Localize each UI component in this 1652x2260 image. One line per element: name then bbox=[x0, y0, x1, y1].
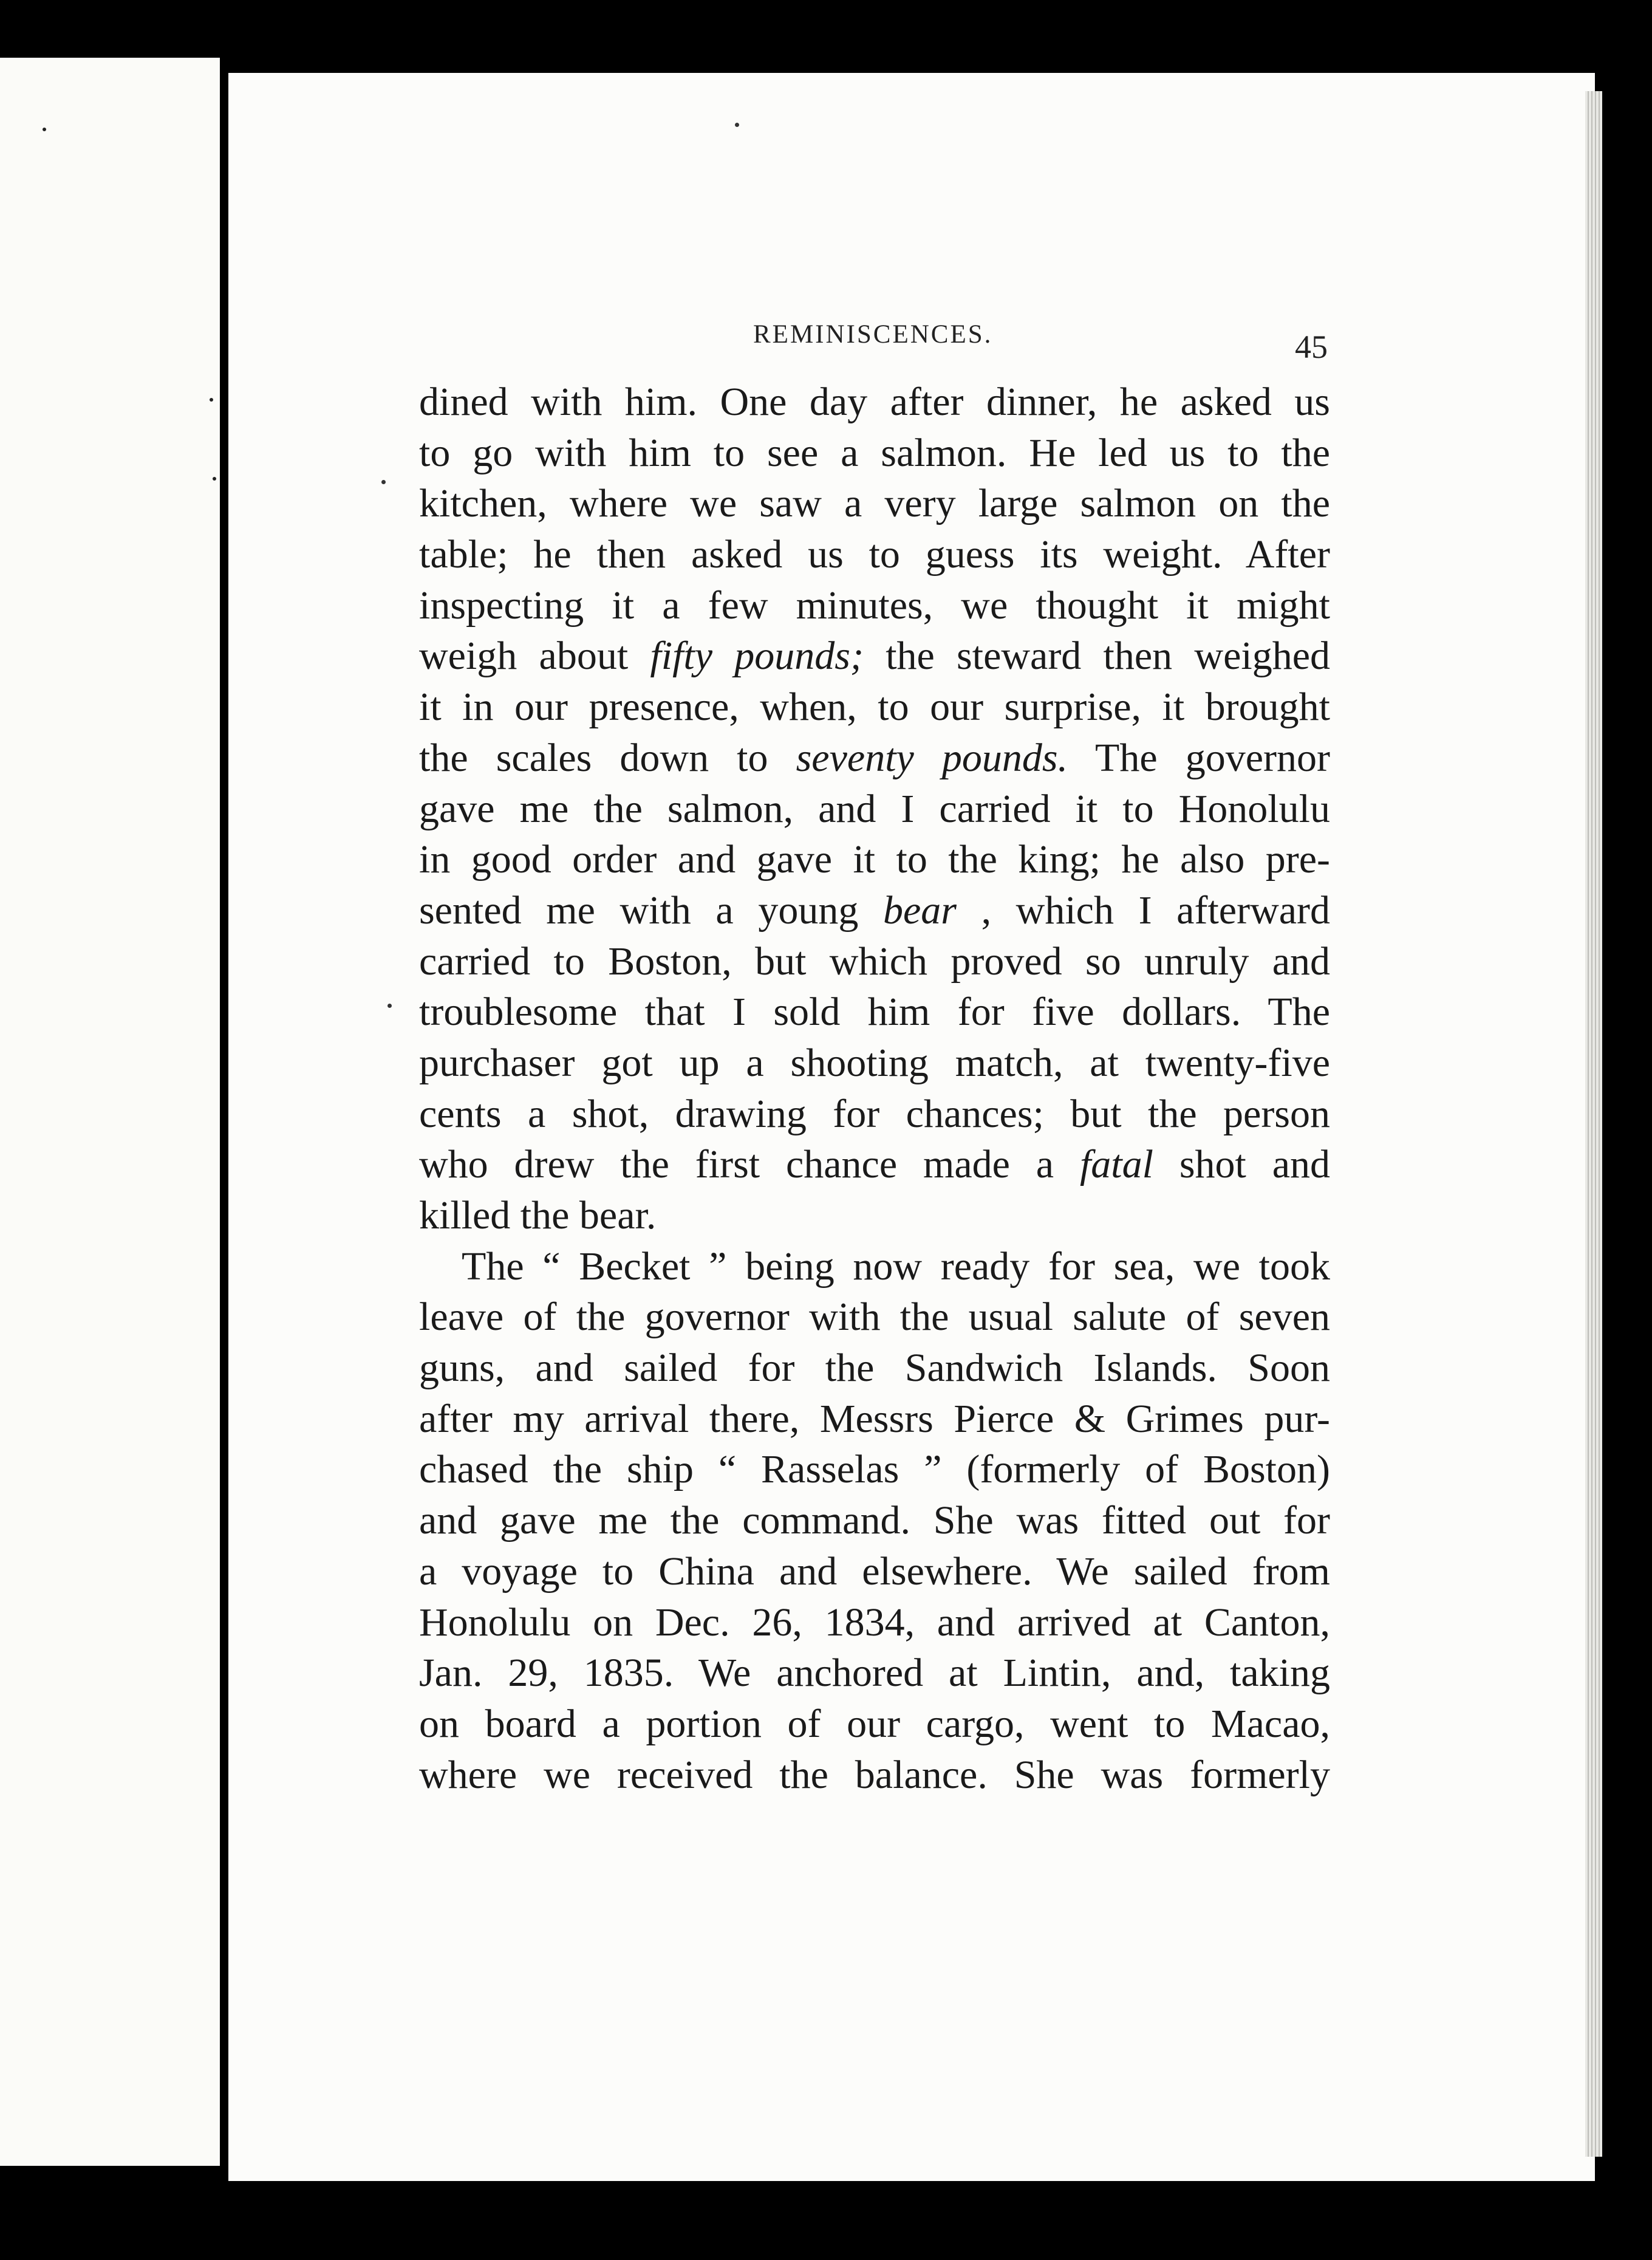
speck bbox=[387, 1004, 392, 1008]
speck bbox=[381, 480, 386, 484]
text-line: chased the ship “ Rasselas ” (formerly of Boston) bbox=[419, 1447, 1330, 1492]
text-line: guns, and sailed for the Sandwich Islands. Soon bbox=[419, 1346, 1330, 1391]
italic-text: fatal bbox=[1079, 1142, 1153, 1187]
text-line: table; he then asked us to guess its weight. After bbox=[419, 532, 1330, 577]
italic-text: seventy pounds. bbox=[796, 735, 1068, 780]
text-line: in good order and gave it to the king; he also pre- bbox=[419, 837, 1330, 882]
text-line: Jan. 29, 1835. We anchored at Lintin, and, taking bbox=[419, 1651, 1330, 1696]
text-line: Honolulu on Dec. 26, 1834, and arrived at Canton, bbox=[419, 1600, 1330, 1645]
text-line: gave me the salmon, and I carried it to Honolulu bbox=[419, 786, 1330, 831]
speck bbox=[43, 128, 46, 131]
speck bbox=[210, 398, 213, 402]
text-line: on board a portion of our cargo, went to Macao, bbox=[419, 1701, 1330, 1746]
text-line bbox=[419, 733, 1330, 784]
text-line: carried to Boston, but which proved so unruly and bbox=[419, 939, 1330, 984]
text-segment: the scales down to bbox=[419, 735, 796, 780]
text-segment: weigh about bbox=[419, 634, 650, 679]
text-line bbox=[419, 885, 1330, 936]
text-segment: sented me with a young bbox=[419, 888, 883, 933]
italic-text: fifty pounds; bbox=[650, 634, 864, 679]
text-line bbox=[419, 631, 1330, 682]
text-line: inspecting it a few minutes, we thought it might bbox=[419, 583, 1330, 628]
text-line: to go with him to see a salmon. He led us to the bbox=[419, 430, 1330, 475]
page-number: 45 bbox=[1295, 329, 1328, 365]
text-segment: , which I afterward bbox=[981, 888, 1331, 933]
text-line: The “ Becket ” being now ready for sea, we took bbox=[462, 1244, 1330, 1289]
text-line: troublesome that I sold him for five dollars. The bbox=[419, 990, 1330, 1035]
speck bbox=[735, 123, 739, 127]
text-segment: shot and bbox=[1179, 1142, 1330, 1187]
text-line: dined with him. One day after dinner, he asked us bbox=[419, 380, 1330, 424]
text-line: a voyage to China and elsewhere. We sailed from bbox=[419, 1549, 1330, 1594]
italic-text: bear bbox=[882, 888, 957, 933]
page-gutter bbox=[220, 67, 228, 1944]
text-segment: who drew the first chance made a bbox=[419, 1142, 1080, 1187]
previous-page bbox=[0, 58, 220, 2166]
text-line: kitchen, where we saw a very large salmon on the bbox=[419, 481, 1330, 526]
text-line: after my arrival there, Messrs Pierce & Grimes pur- bbox=[419, 1396, 1330, 1441]
body-text bbox=[419, 377, 1330, 1800]
page-edges bbox=[1585, 91, 1602, 2157]
text-line: and gave me the command. She was fitted out for bbox=[419, 1498, 1330, 1543]
text-segment: The governor bbox=[1095, 735, 1330, 780]
text-line: it in our presence, when, to our surprise, it brought bbox=[419, 685, 1330, 730]
text-line: purchaser got up a shooting match, at twenty-five bbox=[419, 1040, 1330, 1085]
speck bbox=[213, 477, 216, 481]
text-segment: the steward then weighed bbox=[886, 634, 1330, 679]
text-line: leave of the governor with the usual salute of seven bbox=[419, 1295, 1330, 1340]
running-head: REMINISCENCES. bbox=[753, 320, 993, 349]
text-line: killed the bear. bbox=[419, 1193, 657, 1238]
text-line: where we received the balance. She was formerly bbox=[419, 1752, 1330, 1797]
text-line bbox=[419, 1139, 1330, 1190]
text-line: cents a shot, drawing for chances; but the person bbox=[419, 1091, 1330, 1136]
